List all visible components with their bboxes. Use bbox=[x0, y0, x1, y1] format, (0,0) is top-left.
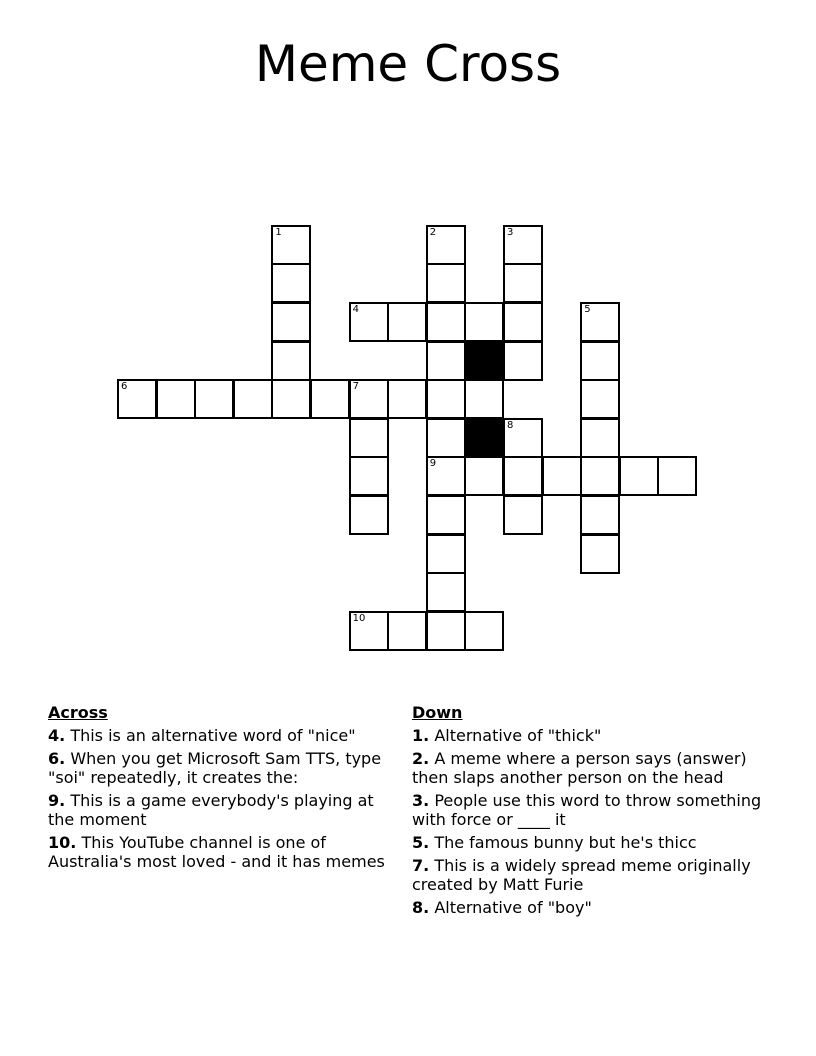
grid-cell[interactable] bbox=[580, 379, 620, 419]
grid-cell[interactable] bbox=[580, 456, 620, 496]
across-clue-9 bbox=[48, 791, 393, 829]
clue-number: 8. bbox=[412, 898, 430, 917]
grid-cell[interactable] bbox=[503, 495, 543, 535]
clue-number-label: 4 bbox=[352, 304, 359, 315]
grid-cell[interactable] bbox=[310, 379, 350, 419]
across-clue-10 bbox=[48, 833, 393, 871]
clue-number: 6. bbox=[48, 749, 66, 768]
grid-cell[interactable] bbox=[619, 456, 659, 496]
grid-cell[interactable] bbox=[503, 341, 543, 381]
across-clue-4 bbox=[48, 726, 393, 745]
clue-text: This is a widely spread meme originally created by Matt Furie bbox=[412, 856, 751, 894]
grid-cell[interactable] bbox=[657, 456, 697, 496]
grid-cell[interactable] bbox=[426, 225, 466, 265]
grid-cell[interactable] bbox=[349, 418, 389, 458]
grid-cell[interactable] bbox=[349, 379, 389, 419]
grid-cell[interactable] bbox=[464, 302, 504, 342]
clue-number: 2. bbox=[412, 749, 430, 768]
grid-cell[interactable] bbox=[464, 379, 504, 419]
grid-cell[interactable] bbox=[194, 379, 234, 419]
grid-cell[interactable] bbox=[426, 456, 466, 496]
grid-cell[interactable] bbox=[503, 225, 543, 265]
grid-cell[interactable] bbox=[349, 495, 389, 535]
across-heading: Across bbox=[48, 703, 108, 722]
clue-text: A meme where a person says (answer) then slaps another person on the head bbox=[412, 749, 747, 787]
clue-number-label: 5 bbox=[584, 304, 591, 315]
down-heading: Down bbox=[412, 703, 463, 722]
grid-cell[interactable] bbox=[349, 302, 389, 342]
clue-text: This is a game everybody's playing at the moment bbox=[48, 791, 374, 829]
grid-cell[interactable] bbox=[580, 495, 620, 535]
clue-number: 9. bbox=[48, 791, 66, 810]
clue-number-label: 7 bbox=[352, 381, 359, 393]
grid-cell[interactable] bbox=[387, 611, 427, 651]
clue-number: 5. bbox=[412, 833, 430, 852]
grid-cell[interactable] bbox=[580, 418, 620, 458]
clue-number-label: 9 bbox=[429, 458, 437, 470]
grid-cell[interactable] bbox=[503, 418, 543, 458]
grid-cell[interactable] bbox=[156, 379, 196, 419]
grid-cell[interactable] bbox=[503, 263, 543, 303]
clue-number-label: 3 bbox=[507, 226, 514, 238]
down-clue-5 bbox=[412, 833, 762, 852]
grid-cell[interactable] bbox=[503, 302, 543, 342]
down-clue-7 bbox=[412, 856, 762, 894]
grid-cell[interactable] bbox=[349, 456, 389, 496]
down-clue-1 bbox=[412, 726, 762, 745]
grid-cell[interactable] bbox=[464, 611, 504, 651]
clue-number-label: 8 bbox=[507, 419, 514, 431]
down-clues bbox=[412, 703, 762, 921]
grid-cell[interactable] bbox=[271, 341, 311, 381]
clue-text: Alternative of "boy" bbox=[434, 898, 592, 917]
across-clues bbox=[48, 703, 393, 875]
grid-cell[interactable] bbox=[426, 495, 466, 535]
grid-cell[interactable] bbox=[503, 456, 543, 496]
clue-text: Alternative of "thick" bbox=[434, 726, 602, 745]
clue-text: This is an alternative word of "nice" bbox=[70, 726, 356, 745]
grid-cell[interactable] bbox=[271, 225, 311, 265]
grid-cell[interactable] bbox=[426, 534, 466, 574]
grid-cell[interactable] bbox=[580, 302, 620, 342]
across-clue-6 bbox=[48, 749, 393, 787]
puzzle-title: Meme Cross bbox=[254, 35, 562, 93]
grid-cell[interactable] bbox=[426, 341, 466, 381]
grid-cell[interactable] bbox=[387, 302, 427, 342]
clue-number-label: 1 bbox=[275, 226, 282, 238]
grid-cell[interactable] bbox=[542, 456, 582, 496]
grid-cell[interactable] bbox=[426, 302, 466, 342]
clue-text: People use this word to throw something with force or ____ it bbox=[412, 791, 762, 829]
grid-cell[interactable] bbox=[271, 263, 311, 303]
grid-cell[interactable] bbox=[349, 611, 389, 651]
down-clue-3 bbox=[412, 791, 762, 829]
clue-number: 1. bbox=[412, 726, 430, 745]
clue-number: 7. bbox=[412, 856, 430, 875]
down-clue-2 bbox=[412, 749, 762, 787]
grid-cell[interactable] bbox=[426, 572, 466, 612]
grid-cell[interactable] bbox=[426, 418, 466, 458]
grid-cell[interactable] bbox=[580, 534, 620, 574]
clue-number-label: 2 bbox=[429, 226, 437, 238]
grid-cell[interactable] bbox=[464, 456, 504, 496]
grid-cell[interactable] bbox=[117, 379, 157, 419]
grid-cell[interactable] bbox=[271, 379, 311, 419]
clue-text: When you get Microsoft Sam TTS, type "soi" repeatedly, it creates the: bbox=[48, 749, 382, 787]
down-clue-8 bbox=[412, 898, 762, 917]
grid-cell[interactable] bbox=[426, 611, 466, 651]
clue-number: 10. bbox=[48, 833, 77, 852]
grid-cell[interactable] bbox=[387, 379, 427, 419]
grid-cell[interactable] bbox=[271, 302, 311, 342]
clue-text: This YouTube channel is one of Australia's most loved - and it has memes bbox=[48, 833, 385, 871]
clue-text: The famous bunny but he's thicc bbox=[434, 833, 697, 852]
grid-cell[interactable] bbox=[580, 341, 620, 381]
clue-number-label: 6 bbox=[121, 381, 128, 393]
clue-number: 3. bbox=[412, 791, 430, 810]
black-cell bbox=[464, 418, 504, 458]
grid-cell[interactable] bbox=[426, 379, 466, 419]
grid-cell[interactable] bbox=[233, 379, 273, 419]
grid-cell[interactable] bbox=[426, 263, 466, 303]
clue-number-label: 10 bbox=[352, 612, 366, 624]
black-cell bbox=[464, 341, 504, 381]
clue-number: 4. bbox=[48, 726, 66, 745]
